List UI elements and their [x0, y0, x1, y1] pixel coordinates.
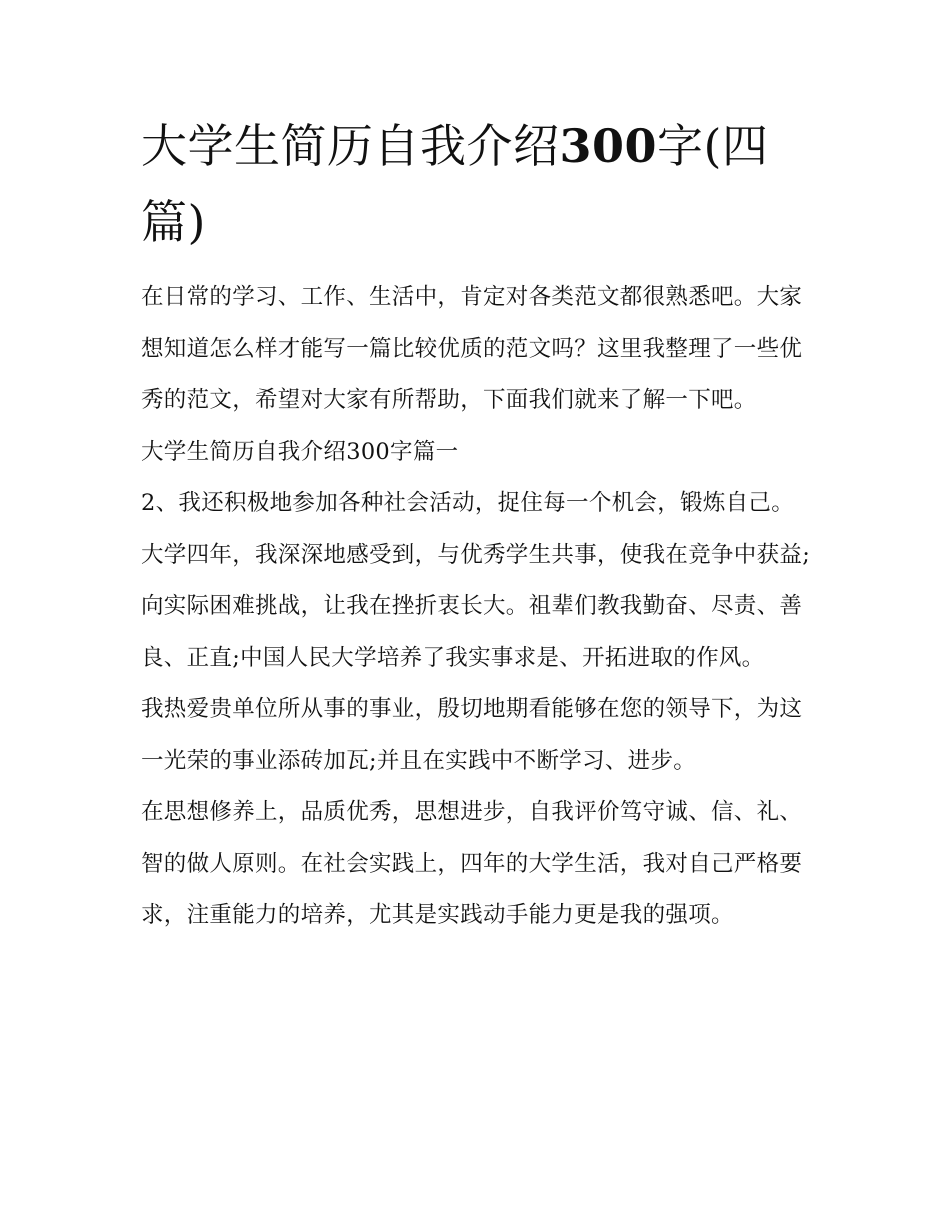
body-paragraph: 我热爱贵单位所从事的事业，殷切地期看能够在您的领导下，为这一光荣的事业添砖加瓦;并且在实践中不断学习、进步。 — [141, 696, 803, 774]
title-number: 300 — [559, 119, 658, 173]
document-body — [141, 108, 813, 942]
section-heading: 大学生简历自我介绍300字篇一 — [141, 438, 459, 465]
body-paragraph: 2、我还积极地参加各种社会活动，捉住每一个机会，锻炼自己。大学四年，我深深地感受到，与优秀学生共事，使我在竞争中获益;向实际困难挑战，让我在挫折衷长大。祖辈们教我勤奋、尽责、善良、正直;中国人民大学培养了我实事求是、开拓进取的作风。 — [141, 490, 811, 671]
intro-paragraph: 在日常的学习、工作、生活中，肯定对各类范文都很熟悉吧。大家想知道怎么样才能写一篇比较优质的范文吗？这里我整理了一些优秀的范文，希望对大家有所帮助，下面我们就来了解一下吧。 — [141, 284, 803, 413]
title-text-part1: 大学生简历自我介绍 — [141, 119, 560, 173]
document-title — [141, 108, 813, 260]
title-text-part2: 字(四篇) — [141, 119, 769, 249]
body-paragraph: 在思想修养上，品质优秀，思想进步，自我评价笃守诚、信、礼、智的做人原则。在社会实践上，四年的大学生活，我对自己严格要求，注重能力的培养，尤其是实践动手能力更是我的强项。 — [141, 799, 803, 928]
